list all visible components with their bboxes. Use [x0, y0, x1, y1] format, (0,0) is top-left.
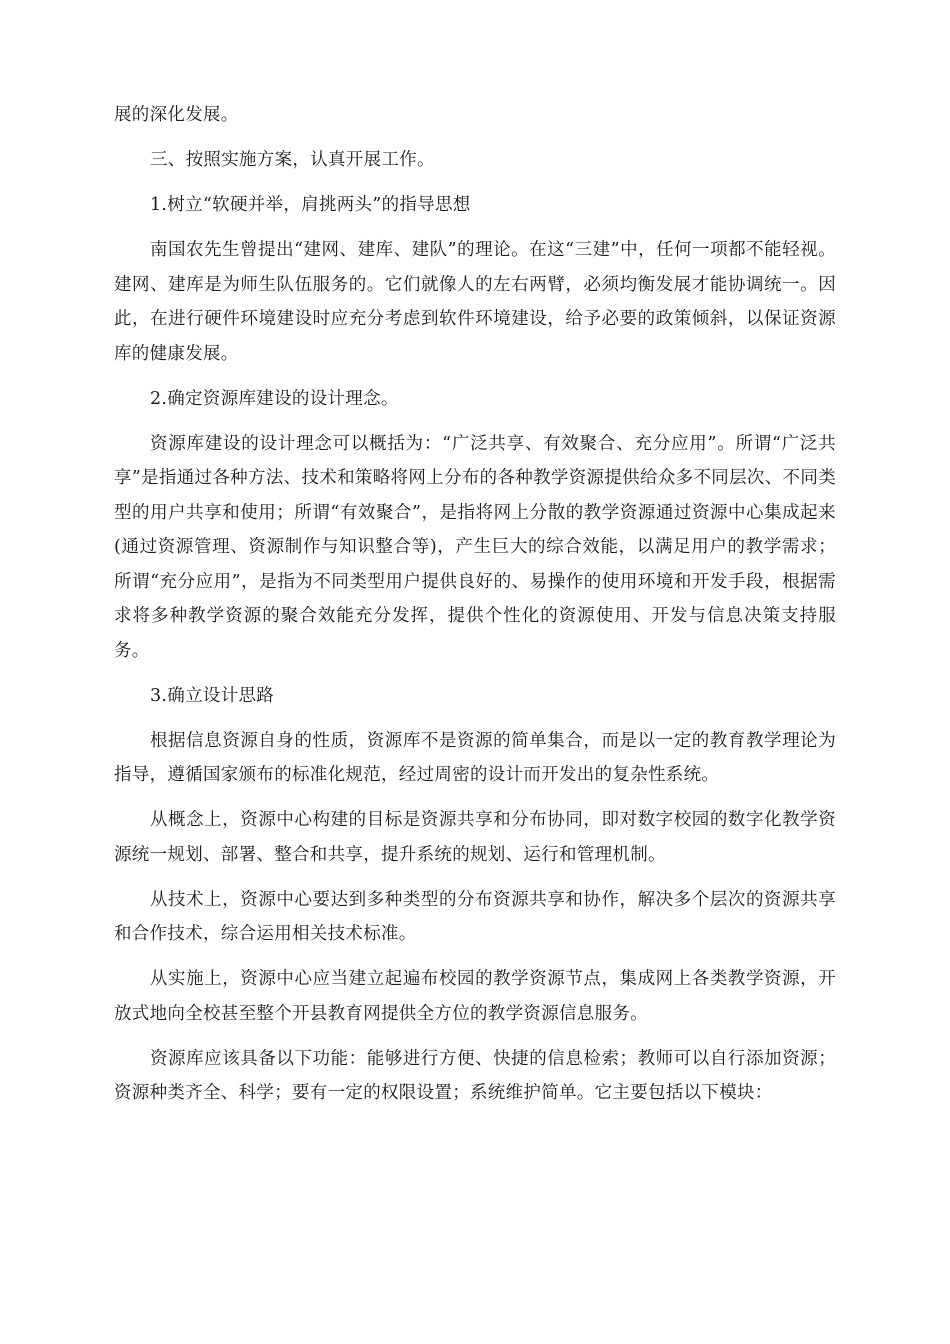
paragraph-design-concept: 资源库建设的设计理念可以概括为：“广泛共享、有效聚合、充分应用”。所谓“广泛共享”是指通过各种方法、技术和策略将网上分布的各种教学资源提供给众多不同层次、不同类型的用户共享和使用；所谓“有效聚合”，是指将网上分散的教学资源通过资源中心集成起来(通过资源管理、资源制作与知识整合等)，产生巨大的综合效能，以满足用户的教学需求；所谓“充分应用”，是指为不同类型用户提供良好的、易操作的使用环境和开发手段，根据需求将多种教学资源的聚合效能充分发挥，提供个性化的资源使用、开发与信息决策支持服务。: [114, 433, 836, 661]
subheading-design-approach: 3.确立设计思路: [150, 685, 275, 706]
section-heading-implementation: 三、按照实施方案，认真开展工作。: [150, 150, 435, 170]
paragraph-functions: 资源库应该具备以下功能：能够进行方便、快捷的信息检索；教师可以自行添加资源；资源种类齐全、科学；要有一定的权限设置；系统维护简单。它主要包括以下模块：: [114, 1048, 836, 1103]
paragraph-implementation-level: 从实施上，资源中心应当建立起遍布校园的教学资源节点，集成网上各类教学资源，开放式地向全校甚至整个开县教育网提供全方位的教学资源信息服务。: [114, 969, 836, 1024]
paragraph-continuation: 展的深化发展。: [114, 105, 239, 125]
document-body: [114, 98, 836, 1121]
paragraph-technical-level: 从技术上，资源中心要达到多种类型的分布资源共享和协作，解决多个层次的资源共享和合作技术，综合运用相关技术标准。: [114, 889, 836, 944]
paragraph-concept-level: 从概念上，资源中心构建的目标是资源共享和分布协同，即对数字校园的数字化教学资源统一规划、部署、整合和共享，提升系统的规划、运行和管理机制。: [114, 810, 836, 865]
subheading-guiding-thought: 1.树立“软硬并举，肩挑两头”的指导思想: [150, 195, 471, 215]
paragraph-resource-nature: 根据信息资源自身的性质，资源库不是资源的简单集合，而是以一定的教育教学理论为指导，遵循国家颁布的标准化规范，经过周密的设计而开发出的复杂性系统。: [114, 730, 836, 785]
paragraph-three-builds: 南国农先生曾提出“建网、建库、建队”的理论。在这“三建”中，任何一项都不能轻视。建网、建库是为师生队伍服务的。它们就像人的左右两臂，必须均衡发展才能协调统一。因此，在进行硬件环境建设时应充分考虑到软件环境建设，给予必要的政策倾斜，以保证资源库的健康发展。: [114, 240, 836, 364]
subheading-design-concept: 2.确定资源库建设的设计理念。: [150, 388, 399, 409]
